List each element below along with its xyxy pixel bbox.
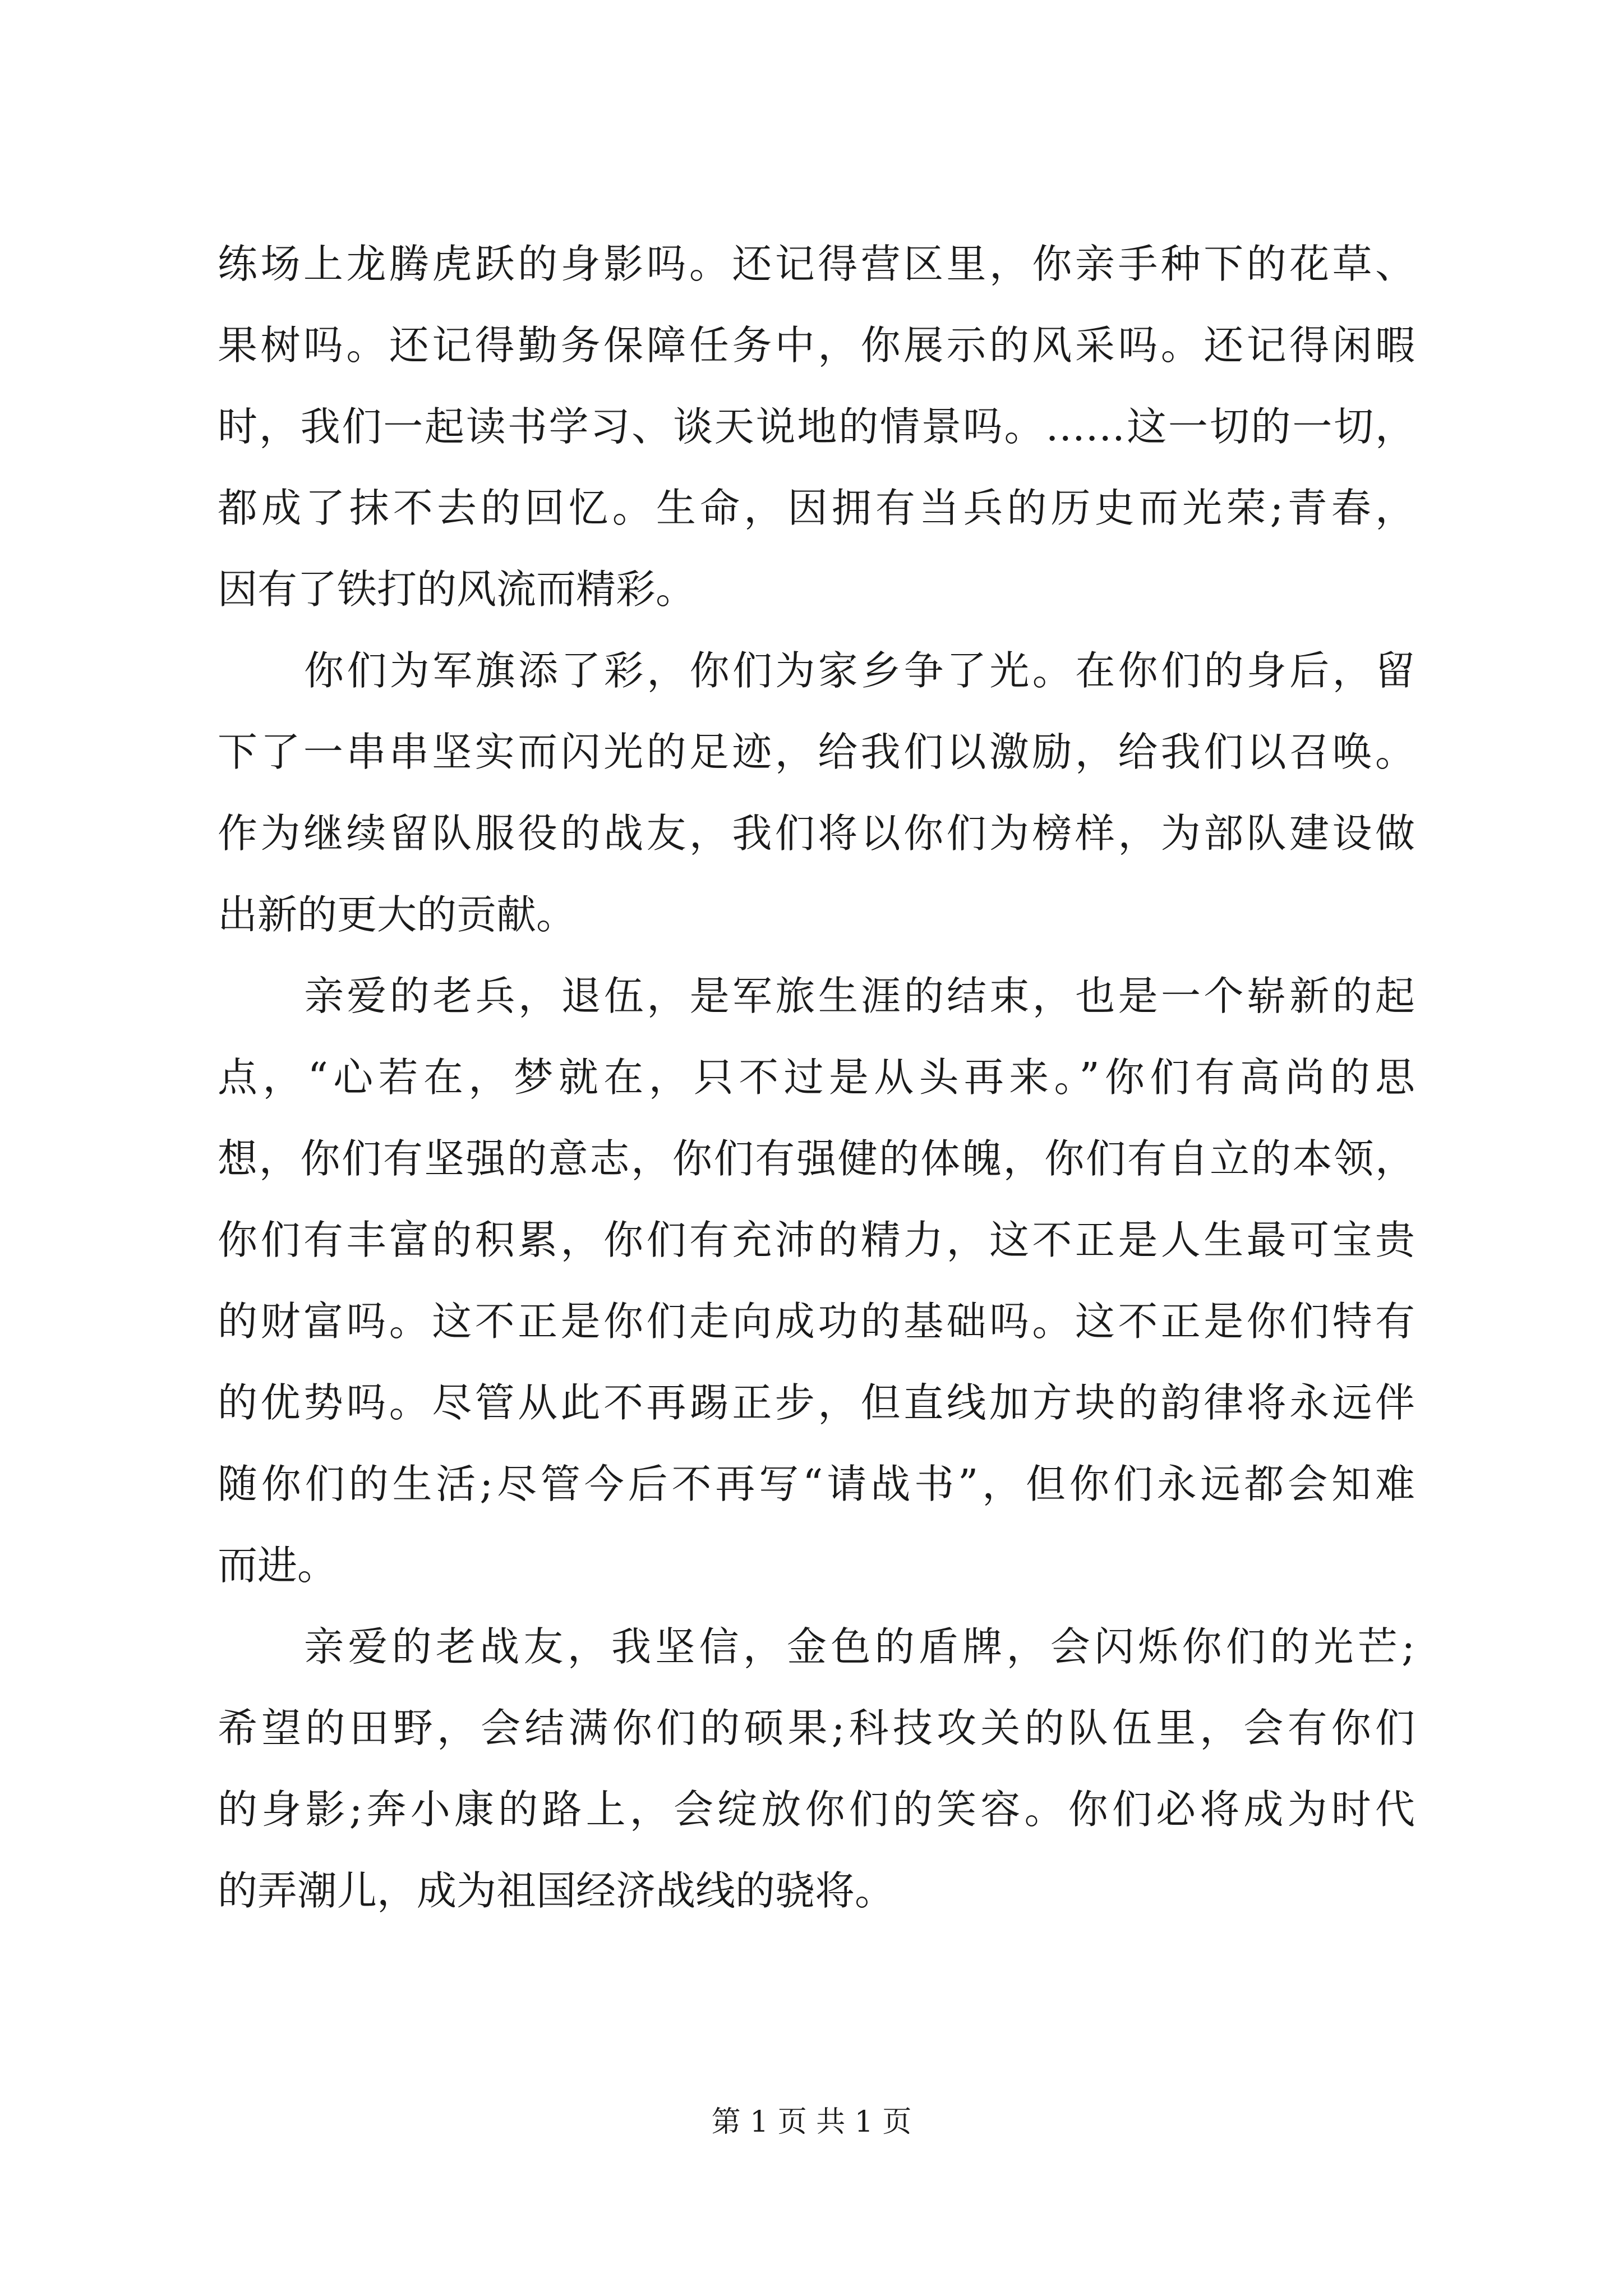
- text-line: 随你们的生活;尽管今后不再写“请战书”，但你们永远都会知难: [218, 1461, 1415, 1507]
- text-line: 你们为军旗添了彩，你们为家乡争了光。在你们的身后，留: [304, 647, 1415, 694]
- text-line: 的身影;奔小康的路上，会绽放你们的笑容。你们必将成为时代: [218, 1786, 1415, 1833]
- page-number-footer: 第 1 页 共 1 页: [711, 2105, 912, 2139]
- text-line: 你们有丰富的积累，你们有充沛的精力，这不正是人生最可宝贵: [218, 1217, 1415, 1263]
- body-text: [218, 223, 1415, 1931]
- text-line: 想，你们有坚强的意志，你们有强健的体魄，你们有自立的本领，: [218, 1135, 1415, 1182]
- text-line: 的弄潮儿，成为祖国经济战线的骁将。: [218, 1867, 895, 1914]
- text-line: 下了一串串坚实而闪光的足迹，给我们以激励，给我们以召唤。: [218, 729, 1415, 775]
- text-line: 出新的更大的贡献。: [218, 891, 577, 938]
- paragraph-4: [218, 1606, 1415, 1931]
- text-line: 的优势吗。尽管从此不再踢正步，但直线加方块的韵律将永远伴: [218, 1379, 1415, 1426]
- text-line: 练场上龙腾虎跃的身影吗。还记得营区里，你亲手种下的花草、: [218, 241, 1415, 287]
- text-line: 因有了铁打的风流而精彩。: [218, 566, 696, 613]
- text-line: 希望的田野，会结满你们的硕果;科技攻关的队伍里，会有你们: [218, 1705, 1415, 1751]
- text-line: 点，“心若在，梦就在，只不过是从头再来。”你们有高尚的思: [218, 1054, 1415, 1101]
- text-line: 亲爱的老战友，我坚信，金色的盾牌，会闪烁你们的光芒;: [304, 1623, 1415, 1670]
- text-line: 都成了抹不去的回忆。生命，因拥有当兵的历史而光荣;青春，: [218, 485, 1415, 531]
- text-line: 的财富吗。这不正是你们走向成功的基础吗。这不正是你们特有: [218, 1298, 1415, 1345]
- paragraph-2: [218, 630, 1415, 955]
- text-line: 果树吗。还记得勤务保障任务中，你展示的风采吗。还记得闲暇: [218, 322, 1415, 369]
- text-line: 而进。: [218, 1542, 338, 1589]
- paragraph-3: [218, 955, 1415, 1606]
- text-line: 时，我们一起读书学习、谈天说地的情景吗。……这一切的一切，: [218, 403, 1415, 450]
- paragraph-1: [218, 223, 1415, 630]
- text-line: 亲爱的老兵，退伍，是军旅生涯的结束，也是一个崭新的起: [304, 973, 1415, 1019]
- text-line: 作为继续留队服役的战友，我们将以你们为榜样，为部队建设做: [218, 810, 1415, 857]
